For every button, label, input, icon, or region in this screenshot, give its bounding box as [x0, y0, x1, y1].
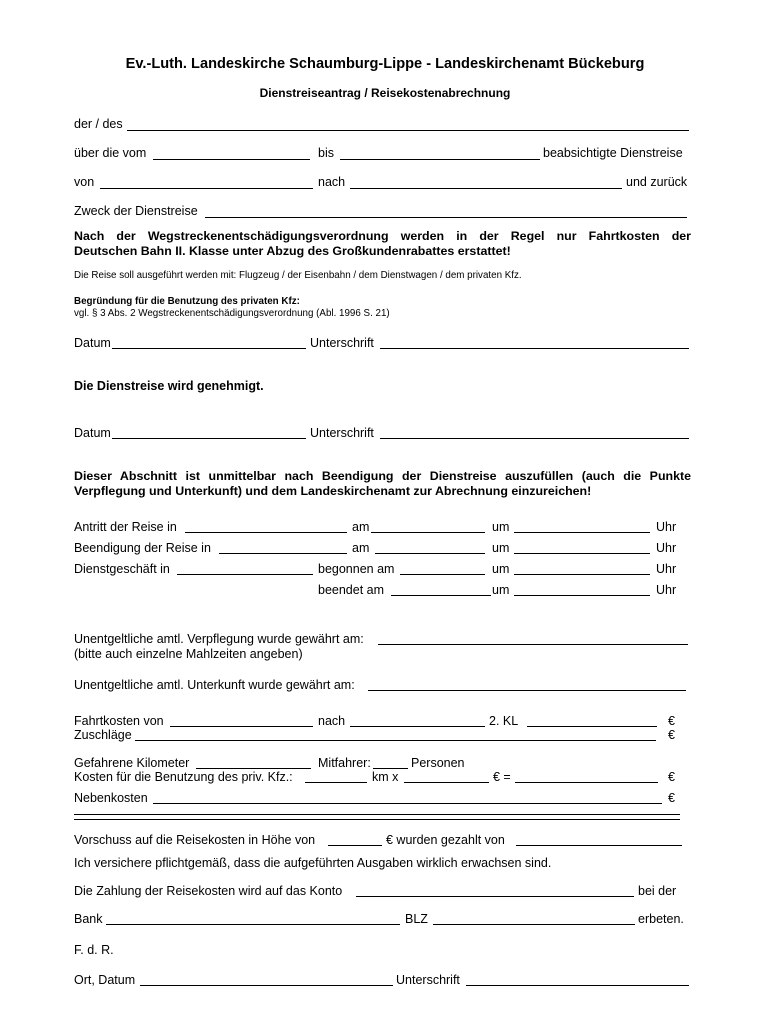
nach-field[interactable]: [350, 188, 622, 189]
verpflegung-label: Unentgeltliche amtl. Verpflegung wurde gewährt am:: [74, 632, 364, 646]
zuschlaege-field[interactable]: [135, 740, 656, 741]
bank-field[interactable]: [106, 924, 400, 925]
kfz-km-field[interactable]: [305, 782, 367, 783]
dienstgeschaeft-label: Dienstgeschäft in: [74, 562, 170, 576]
kosten-kfz-label: Kosten für die Benutzung des priv. Kfz.:: [74, 770, 293, 784]
antritt-label: Antritt der Reise in: [74, 520, 177, 534]
mitfahrer-field[interactable]: [373, 768, 408, 769]
beendigung-label: Beendigung der Reise in: [74, 541, 211, 555]
bis-label: bis: [318, 146, 334, 160]
nebenkosten-euro: €: [668, 791, 675, 805]
zuschlaege-euro: €: [668, 728, 675, 742]
vorschuss-label: Vorschuss auf die Reisekosten in Höhe von: [74, 833, 316, 847]
section-notice-line-1: Dieser Abschnitt ist unmittelbar nach Beendigung der Dienstreise auszufüllen (auch die Punkte: [74, 469, 691, 483]
von-field[interactable]: [100, 188, 313, 189]
notice-line-1: Nach der Wegstreckenentschädigungsverordnung werden in der Regel nur Fahrtkosten der: [74, 229, 691, 243]
begonnen-am-label: begonnen am: [318, 562, 395, 576]
nach-label: nach: [318, 175, 346, 189]
zweck-label: Zweck der Dienstreise: [74, 204, 198, 218]
euro-equals-label: € =: [493, 770, 511, 784]
antritt-am-label: am: [352, 520, 370, 534]
bei-der-label: bei der: [638, 884, 677, 898]
und-zurueck-label: und zurück: [626, 175, 688, 189]
fahrtkosten-betrag-field[interactable]: [527, 726, 657, 727]
zweck-field[interactable]: [205, 217, 687, 218]
antritt-time-field[interactable]: [514, 532, 650, 533]
zahlung-label: Die Zahlung der Reisekosten wird auf das Konto: [74, 884, 343, 898]
unterschrift-field-2[interactable]: [380, 438, 689, 439]
datum-field-2[interactable]: [112, 438, 306, 439]
unterschrift-field-1[interactable]: [380, 348, 689, 349]
begonnen-time-field[interactable]: [514, 574, 650, 575]
antritt-date-field[interactable]: [371, 532, 485, 533]
kilometer-label: Gefahrene Kilometer: [74, 756, 190, 770]
approval-text: Die Dienstreise wird genehmigt.: [74, 379, 264, 393]
fahrtkosten-nach-label: nach: [318, 714, 346, 728]
ort-datum-field[interactable]: [140, 985, 393, 986]
blz-label: BLZ: [405, 912, 428, 926]
kfz-total-field[interactable]: [515, 782, 658, 783]
begonnen-um-label: um: [492, 562, 510, 576]
fdr-label: F. d. R.: [74, 943, 114, 957]
page-title: Ev.-Luth. Landeskirche Schaumburg-Lippe - Landeskirchenamt Bückeburg: [125, 56, 645, 72]
zuschlaege-label: Zuschläge: [74, 728, 132, 742]
double-separator: [74, 814, 680, 820]
nebenkosten-field[interactable]: [153, 803, 662, 804]
kilometer-field[interactable]: [196, 768, 311, 769]
der-des-field[interactable]: [127, 130, 689, 131]
begruendung-label: Begründung für die Benutzung des privaten Kfz:: [74, 296, 300, 307]
datum-label-2: Datum: [74, 426, 111, 440]
nebenkosten-label: Nebenkosten: [74, 791, 148, 805]
gezahlt-von-field[interactable]: [516, 845, 682, 846]
vom-date-field[interactable]: [153, 159, 310, 160]
beendet-am-label: beendet am: [318, 583, 385, 597]
beendigung-uhr-label: Uhr: [656, 541, 677, 555]
fahrtkosten-von-label: Fahrtkosten von: [74, 714, 164, 728]
notice-line-2: Deutschen Bahn II. Klasse unter Abzug des Großkundenrabattes erstattet!: [74, 244, 511, 258]
unterkunft-label: Unentgeltliche amtl. Unterkunft wurde gewährt am:: [74, 678, 355, 692]
form-subtitle: Dienstreiseantrag / Reisekostenabrechnung: [259, 86, 511, 100]
antritt-ort-field[interactable]: [185, 532, 347, 533]
vgl-reference: vgl. § 3 Abs. 2 Wegstreckenentschädigungsverordnung (Abl. 1996 S. 21): [74, 308, 390, 319]
klasse-label: 2. KL: [489, 714, 519, 728]
ort-datum-label: Ort, Datum: [74, 973, 136, 987]
unterschrift-label-1: Unterschrift: [310, 336, 374, 350]
erbeten-label: erbeten.: [638, 912, 684, 926]
gezahlt-label: € wurden gezahlt von: [386, 833, 505, 847]
mitfahrer-label: Mitfahrer:: [318, 756, 371, 770]
km-x-label: km x: [372, 770, 399, 784]
versicherung-text: Ich versichere pflichtgemäß, dass die aufgeführten Ausgaben wirklich erwachsen sind.: [74, 856, 552, 870]
begonnen-date-field[interactable]: [400, 574, 485, 575]
fahrtkosten-von-field[interactable]: [170, 726, 313, 727]
beendigung-time-field[interactable]: [514, 553, 650, 554]
beendet-uhr-label: Uhr: [656, 583, 677, 597]
beendigung-am-label: am: [352, 541, 370, 555]
beendet-time-field[interactable]: [514, 595, 650, 596]
blz-field[interactable]: [433, 924, 635, 925]
unterschrift-label-final: Unterschrift: [396, 973, 460, 987]
begonnen-uhr-label: Uhr: [656, 562, 677, 576]
beendigung-um-label: um: [492, 541, 510, 555]
antritt-um-label: um: [492, 520, 510, 534]
datum-field-1[interactable]: [112, 348, 306, 349]
beabsichtigte-label: beabsichtigte Dienstreise: [543, 146, 683, 160]
verpflegung-field[interactable]: [378, 644, 688, 645]
vorschuss-betrag-field[interactable]: [328, 845, 382, 846]
mahlzeiten-hint: (bitte auch einzelne Mahlzeiten angeben): [74, 647, 303, 661]
kfz-rate-field[interactable]: [404, 782, 489, 783]
beendigung-ort-field[interactable]: [219, 553, 347, 554]
bank-label: Bank: [74, 912, 103, 926]
unterschrift-label-2: Unterschrift: [310, 426, 374, 440]
antritt-uhr-label: Uhr: [656, 520, 677, 534]
fahrtkosten-nach-field[interactable]: [350, 726, 485, 727]
personen-label: Personen: [411, 756, 465, 770]
unterkunft-field[interactable]: [368, 690, 686, 691]
section-notice-line-2: Verpflegung und Unterkunft) und dem Landeskirchenamt zur Abrechnung einzureichen!: [74, 484, 592, 498]
konto-field[interactable]: [356, 896, 634, 897]
kfz-euro: €: [668, 770, 675, 784]
transport-options: Die Reise soll ausgeführt werden mit: Flugzeug / der Eisenbahn / dem Dienstwagen / dem privaten Kfz.: [74, 270, 522, 281]
fahrtkosten-euro: €: [668, 714, 675, 728]
dienstgeschaeft-ort-field[interactable]: [177, 574, 313, 575]
ueber-die-vom-label: über die vom: [74, 146, 147, 160]
unterschrift-field-final[interactable]: [466, 985, 689, 986]
beendet-um-label: um: [492, 583, 510, 597]
datum-label-1: Datum: [74, 336, 111, 350]
beendigung-date-field[interactable]: [375, 553, 485, 554]
der-des-label: der / des: [74, 117, 123, 131]
bis-date-field[interactable]: [340, 159, 540, 160]
beendet-date-field[interactable]: [391, 595, 491, 596]
von-label: von: [74, 175, 95, 189]
